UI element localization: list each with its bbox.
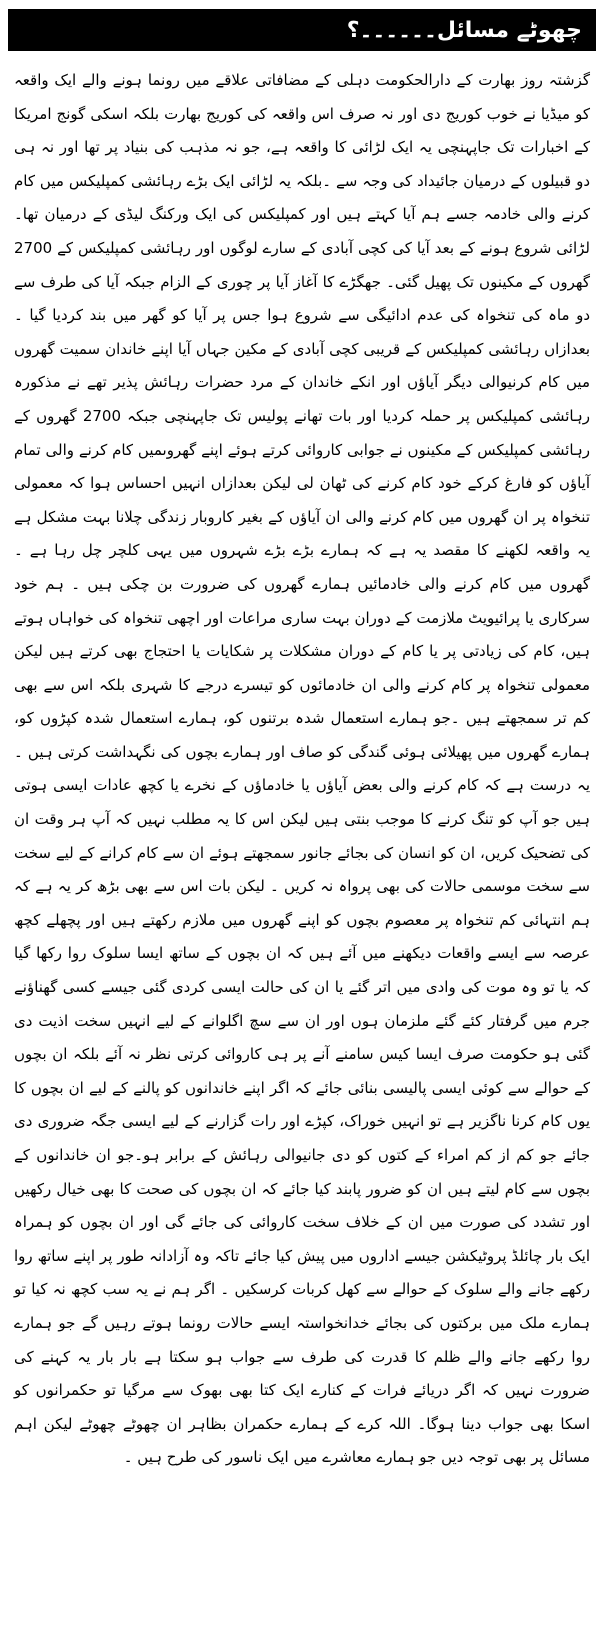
article-title-bar bbox=[8, 9, 596, 51]
article-paragraph: گزشتہ روز بھارت کے دارالحکومت دہلی کے مضافاتی علاقے میں رونما ہونے والے ایک واقعہ کو میڈیا نے خوب کوریج دی اور نہ صرف اس واقعہ کی کوریج بھارت بلکہ اسکی گونج امریکا کے اخبارات تک جاپہنچی یہ ایک لڑائی کا واقعہ ہے، جو نہ مذہب کی بنیاد پر تھا اور نہ ہی دو قبیلوں کے درمیان جائیداد کی وجہ سے ۔بلکہ یہ لڑائی ایک بڑے رہائشی کمپلیکس میں کام کرنے والی خادمہ جسے ہم آیا کہتے ہیں اور کمپلیکس کی ایک ورکنگ لیڈی کے درمیان تھا۔ لڑائی شروع ہونے کے بعد آیا کی کچی آبادی کے سارے لوگوں اور رہائشی کمپلیکس کے 2700 گھروں کے مکینوں تک پھیل گئی۔ جھگڑے کا آغاز آیا پر چوری کے الزام جبکہ آیا کی طرف سے دو ماہ کی تنخواہ کی عدم ادائیگی سے شروع ہوا جس پر آیا کو گھر میں بند کردیا گیا ۔ بعدازاں رہائشی کمپلیکس کے قریبی کچی آبادی کے مکین جہاں آیا اپنے خاندان سمیت گھروں میں کام کرنیوالی دیگر آیاؤں اور انکے خاندان کے مرد حضرات رہائش پذیر تھے نے مذکورہ رہائشی کمپلیکس پر حملہ کردیا اور بات تھانے پولیس تک جاپہنچی جبکہ 2700 گھروں کے رہائشی کمپلیکس کے مکینوں نے جوابی کاروائی کرتے ہوئے اپنے گھروںمیں کام کرنے والی تمام آیاؤں کو فارغ کرکے خود کام کرنے کی ٹھان لی لیکن بعدازاں انہیں احساس ہوا کہ معمولی تنخواہ پر ان گھروں میں کام کرنے والی ان آیاؤں کے بغیر کاروبار زندگی چلانا بہت مشکل ہے یہ واقعہ لکھنے کا مقصد یہ ہے کہ ہمارے بڑے بڑے شہروں میں یہی کلچر چل رہا ہے ۔ گھروں میں کام کرنے والی خادمائیں ہمارے گھروں کی ضرورت بن چکی ہیں ۔ ہم خود سرکاری یا پرائیویٹ ملازمت کے دوران بہت ساری مراعات اور اچھی تنخواہ کی خواہاں ہوتے ہیں، کام کی زیادتی پر یا کام کے دوران مشکلات پر شکایات یا احتجاج بھی کرتے ہیں لیکن معمولی تنخواہ پر کام کرنے والی ان خادمائوں کو تیسرے درجے کا شہری بلکہ اس سے بھی کم تر سمجھتے ہیں ۔جو ہمارے استعمال شدہ برتنوں کو، ہمارے استعمال شدہ کپڑوں کو، ہمارے گھروں میں پھیلائی ہوئی گندگی کو صاف اور ہمارے بچوں کی نگہداشت کرتی ہیں ۔ یہ درست ہے کہ کام کرنے والی بعض آیاؤں یا خادماؤں کے نخرے یا کچھ عادات ایسی ہوتی ہیں جو آپ کو تنگ کرنے کا موجب بنتی ہیں لیکن اس کا یہ مطلب نہیں کہ آپ ہر وقت ان کی تضحیک کریں، ان کو انسان کی بجائے جانور سمجھتے ہوئے ان سے کام کرانے کے لیے سخت سے سخت موسمی حالات کی بھی پرواہ نہ کریں ۔ لیکن بات اس سے بھی بڑھ کر یہ ہے کہ ہم انتہائی کم تنخواہ پر معصوم بچوں کو اپنے گھروں میں ملازم رکھتے ہیں اور پچھلے کچھ عرصہ سے ایسے واقعات دیکھنے میں آئے ہیں کہ ان بچوں کے ساتھ ایسا سلوک روا رکھا گیا کہ یا تو وہ موت کی وادی میں اتر گئے یا ان کی حالت ایسی کردی گئی جیسے کسی گھناؤنے جرم میں گرفتار کئے گئے ملزمان ہوں اور ان سے سچ اگلوانے کے لیے انہیں سخت اذیت دی گئی ہو حکومت صرف ایسا کیس سامنے آنے پر ہی کاروائی کرتی نظر نہ آئے بلکہ ان بچوں کے حوالے سے کوئی ایسی پالیسی بنائی جائے کہ اگر اپنے خاندانوں کو پالنے کے لیے ان بچوں کا یوں کام کرنا ناگزیر ہے تو انہیں خوراک، کپڑے اور رات گزارنے کے لیے ایسی جگہ ضروری دی جائے جو کم از کم امراء کے کتوں کو دی جانیوالی رہائش کے برابر ہو۔جو ان خاندانوں کے بچوں سے کام لیتے ہیں ان کو ضرور پابند کیا جائے کہ ان بچوں کی صحت کا بھی خیال رکھیں اور تشدد کی صورت میں ان کے خلاف سخت کاروائی کی جائے گی اور ان بچوں کو ہمراہ ایک بار چائلڈ پروٹیکشن جیسے اداروں میں پیش کیا جائے تاکہ وہ آزادانہ طور پر اپنے ساتھ روا رکھے جانے والے سلوک کے حوالے سے کھل کربات کرسکیں ۔ اگر ہم نے یہ سب کچھ نہ کیا تو ہمارے ملک میں برکتوں کی بجائے خدانخواستہ ایسے حالات رونما ہوتے رہیں گے جو ہمارے روا رکھے جانے والے ظلم کا قدرت کی طرف سے جواب ہو سکتا ہے بار بار یہ کہنے کی ضرورت نہیں کہ اگر دریائے فرات کے کنارے ایک کتا بھی بھوک سے مرگیا تو حکمرانوں کو اسکا بھی جواب دینا ہوگا۔ اللہ کرے کے ہمارے حکمران بظاہر ان چھوٹے چھوٹے لیکن اہم مسائل پر بھی توجہ دیں جو ہمارے معاشرے میں ایک ناسور کی طرح ہیں ۔ bbox=[14, 71, 590, 1467]
article-title: چھوٹے مسائل۔۔۔۔۔۔؟ bbox=[346, 17, 582, 43]
article-body bbox=[14, 64, 590, 1475]
